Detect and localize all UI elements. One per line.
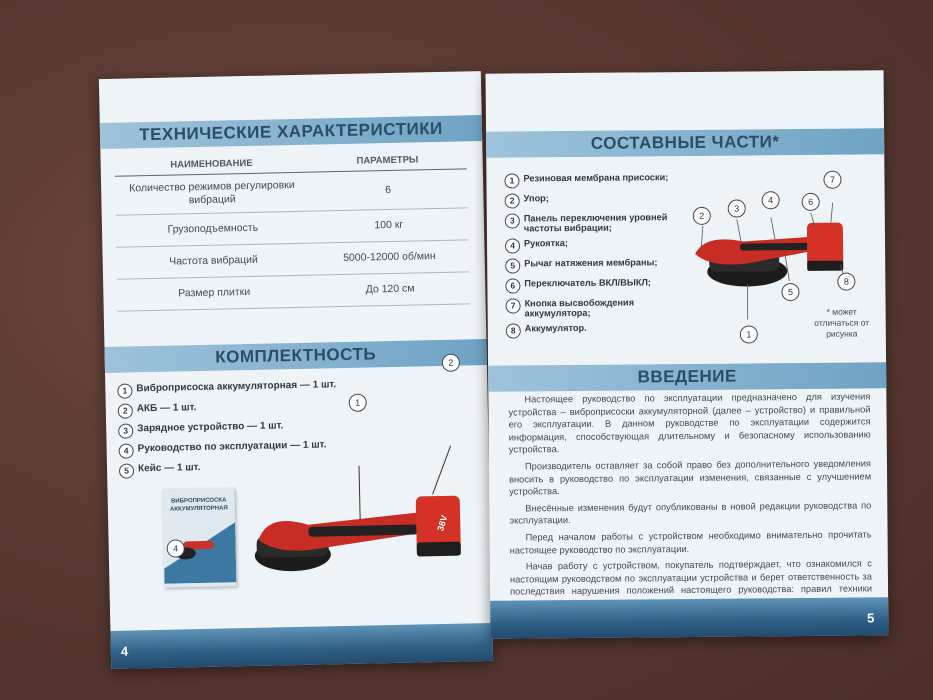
list-item: [505, 237, 680, 254]
number-icon: 4: [505, 238, 520, 253]
callout-1: 1: [349, 394, 367, 412]
spec-cell-name: Размер плитки: [117, 275, 311, 311]
list-item: [505, 192, 680, 209]
right-footer-band: [490, 597, 888, 638]
callout-3: 3: [728, 199, 746, 217]
list-item: [506, 297, 681, 319]
spec-cell-name: Грузоподъемность: [116, 211, 310, 247]
callout-6: 6: [802, 193, 820, 211]
spec-title: ТЕХНИЧЕСКИЕ ХАРАКТЕРИСТИКИ: [139, 118, 443, 145]
part-text: Упор;: [523, 193, 549, 204]
parts-list: [504, 172, 680, 344]
spec-header-value: ПАРАМЕТРЫ: [308, 149, 467, 172]
number-icon: 4: [119, 443, 134, 458]
kit-title-band: [104, 339, 486, 373]
kit-item-text: Зарядное устройство — 1 шт.: [137, 420, 284, 435]
number-icon: 7: [506, 298, 521, 313]
spec-cell-name: Количество режимов регулировки вибраций: [115, 172, 309, 215]
callout-4: 4: [167, 539, 185, 557]
number-icon: 5: [119, 463, 134, 478]
intro-text: [508, 390, 872, 615]
kit-item-text: Кейс — 1 шт.: [137, 462, 201, 475]
intro-title-band: [488, 362, 886, 391]
callout-2: 2: [442, 354, 460, 372]
list-item: [505, 277, 680, 294]
callout-5: 5: [781, 283, 799, 301]
parts-title: СОСТАВНЫЕ ЧАСТИ*: [590, 132, 780, 153]
number-icon: 3: [118, 423, 133, 438]
kit-title: КОМПЛЕКТНОСТЬ: [215, 344, 377, 367]
intro-paragraph: Настоящее руководство по эксплуатации предназначено для изучения устройства – виброприсоски аккумуляторной (далее – устройство) и правильной его эксплуатации. В данном руководстве по эксплуатации содержится информация, способствующая длительному и безопасному использованию устройства.: [508, 391, 871, 455]
number-icon: 2: [505, 193, 520, 208]
part-text: Переключатель ВКЛ/ВЫКЛ;: [524, 277, 651, 289]
list-item: [505, 257, 680, 274]
kit-item-text: АКБ — 1 шт.: [136, 402, 197, 415]
list-item: [505, 212, 680, 234]
callout-7: 7: [823, 171, 841, 189]
number-icon: 6: [505, 278, 520, 293]
list-item: [506, 322, 681, 339]
list-item: [118, 399, 368, 419]
part-text: Рукоятка;: [523, 238, 568, 249]
spec-cell-value: До 120 см: [311, 272, 470, 307]
spec-title-band: [100, 115, 482, 149]
battery-label: 38V: [435, 513, 450, 533]
right-page: [486, 70, 889, 638]
kit-item-text: Виброприсоска аккумуляторная — 1 шт.: [136, 379, 337, 395]
part-text: Панель переключения уровней частоты вибрации;: [523, 212, 668, 234]
number-icon: 2: [118, 403, 133, 418]
callout-4: 4: [762, 191, 780, 209]
spec-header-name: НАИМЕНОВАНИЕ: [114, 153, 308, 177]
callout-8: 8: [837, 273, 855, 291]
kit-item-text: Руководство по эксплуатации — 1 шт.: [137, 439, 327, 455]
table-row: [117, 272, 470, 311]
number-icon: 5: [505, 258, 520, 273]
page-number-right: 5: [867, 610, 875, 626]
intro-paragraph: Перед началом работы с устройством необходимо внимательно прочитать настоящее руководство по эксплуатации.: [509, 529, 872, 556]
spec-cell-name: Частота вибраций: [116, 243, 310, 279]
part-text: Рычаг натяжения мембраны;: [524, 257, 658, 269]
manual-booklet-image: [162, 488, 236, 587]
intro-paragraph: Внесённые изменения будут опубликованы в новой редакции руководства по эксплуатации.: [509, 500, 872, 526]
callout-2: 2: [693, 207, 711, 225]
number-icon: 3: [505, 213, 520, 228]
number-icon: 1: [117, 383, 132, 398]
number-icon: 1: [504, 173, 519, 188]
part-text: Кнопка высвобождения аккумулятора;: [524, 297, 635, 319]
list-item: [504, 172, 679, 189]
list-item: [117, 379, 367, 399]
parts-title-band: [486, 128, 884, 157]
intro-paragraph: Начав работу с устройством, покупатель подтверждает, что ознакомился с настоящим руководством по эксплуатации устройства и берет ответственность за последствия нарушения положений настоящего руководства: правил техники: [509, 558, 873, 597]
booklet-title: ВИБРОПРИСОСКА АККУМУЛЯТОРНАЯ: [169, 497, 228, 513]
number-icon: 8: [506, 323, 521, 338]
left-page: [99, 71, 493, 669]
intro-paragraph: Производитель оставляет за собой право без дополнительного уведомления вносить в руководство по эксплуатации изменения, связанные с улучшением устройства.: [509, 458, 872, 497]
part-text: Резиновая мембрана присоски;: [523, 172, 669, 184]
figure-note: * может отличаться от рисунка: [814, 306, 870, 339]
vibro-suction-tool-image: [246, 423, 479, 578]
spec-table: [114, 149, 469, 311]
intro-title: ВВЕДЕНИЕ: [637, 366, 737, 387]
page-number-left: 4: [120, 643, 129, 659]
callout-1: 1: [740, 325, 758, 343]
spec-cell-value: 5000-12000 об/мин: [310, 240, 469, 275]
spec-cell-value: 100 кг: [309, 208, 468, 243]
part-text: Аккумулятор.: [524, 322, 587, 334]
left-footer-band: [110, 623, 493, 669]
spec-cell-value: 6: [308, 169, 467, 211]
